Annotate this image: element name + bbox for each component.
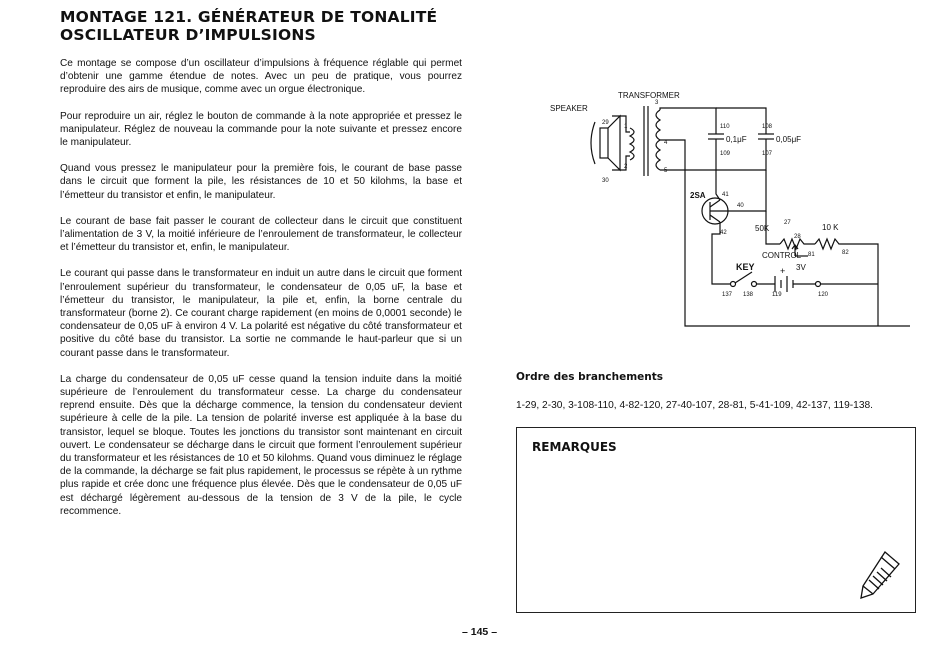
page-title — [60, 8, 490, 44]
node-107: 107 — [762, 151, 773, 157]
connection-order-list: 1-29, 2-30, 3-108-110, 4-82-120, 27-40-107, 28-81, 5-41-109, 42-137, 119-138. — [516, 400, 873, 411]
title-line-1: MONTAGE 121. GÉNÉRATEUR DE TONALITÉ — [60, 8, 438, 26]
capacitor-1-label: 0,1μF — [726, 135, 747, 144]
connection-order-title: Ordre des branchements — [516, 371, 663, 383]
node-29: 29 — [602, 120, 609, 126]
voltage-label: 3V — [796, 263, 806, 272]
node-1: 1 — [624, 124, 628, 130]
paragraph: La charge du condensateur de 0,05 uF cesse quand la tension induite dans la moitié supérieure de l’enroulement du transformateur cesse. La charge du condensateur reprend ensuite. Dès que la décharge commence, la tension du condensateur devient supérieure à celle de la pile. La tension de polarité inverse est appliquée à la base du transistor, lequel se bloque. Toutes les jonctions du transistor sont maintenant en circuit ouvert. Le condensateur se décharge dans le circuit que forment l’enroulement supérieur du transformateur et les résistances de 10 et 50 kilohms. Quand vous diminuez le réglage de la commande, la décharge se fait plus rapidement, le processus se répète à un rythme plus rapide et crée donc une fréquence plus élevée. Dès que le condensateur de 0,05 uF est déchargé légèrement au-dessous de la tension de 3 V de la pile, le cycle recommence. — [60, 373, 462, 517]
node-108: 108 — [762, 124, 773, 130]
control-label: CONTROL — [762, 251, 802, 260]
paragraph: Pour reproduire un air, réglez le bouton de commande à la note appropriée et pressez le manipulateur. Réglez de nouveau la commande pour la note suivante et pressez encore le manipulateur. — [60, 110, 462, 149]
paragraph: Quand vous pressez le manipulateur pour la première fois, le courant de base passe dans le circuit que forment la pile, les résistances de 10 et 50 kilohms, la base et l’émetteur du transistor et enfin, le manipulateur. — [60, 163, 462, 201]
resistor-50k-label: 50K — [755, 224, 770, 233]
node-27: 27 — [784, 220, 791, 226]
pencil-icon — [855, 548, 903, 604]
node-42: 42 — [720, 230, 727, 236]
circuit-diagram — [540, 86, 910, 336]
remarks-box — [516, 427, 916, 613]
node-120: 120 — [818, 292, 829, 298]
node-81: 81 — [808, 252, 815, 258]
title-line-2: OSCILLATEUR D’IMPULSIONS — [60, 26, 316, 44]
remarks-title: REMARQUES — [532, 440, 617, 454]
page-number: – 145 – — [462, 626, 498, 638]
node-82: 82 — [842, 250, 849, 256]
key-label: KEY — [736, 262, 755, 272]
node-41: 41 — [722, 192, 729, 198]
capacitor-2-label: 0,05μF — [776, 135, 802, 144]
node-40: 40 — [737, 203, 744, 209]
paragraph: Le courant qui passe dans le transformateur en induit un autre dans le circuit que forment l’enroulement supérieur du transformateur, le condensateur de 0,05 uF, la base et l’émetteur du transistor, le manipulateur, la pile et, enfin, la borne centrale du transformateur (borne 2). Ce courant charge rapidement (en moins de 0,0001 seconde) le condensateur de 0,05 uF à environ 4 V. La polarité est négative du côté transformateur et positive du côté base du transistor. La sortie ne commande le haut-parleur que si un courant passe dans le transformateur. — [60, 268, 462, 359]
paragraph: Ce montage se compose d’un oscillateur d’impulsions à fréquence réglable qui permet d’obtenir une gamme étendue de notes. Avec un peu de pratique, vous pourrez reproduire des airs de musique, comme avec un orgue électronique. — [60, 58, 462, 96]
node-5: 5 — [664, 168, 668, 174]
transformer-label: TRANSFORMER — [618, 91, 680, 100]
node-30: 30 — [602, 178, 609, 184]
battery-plus: + — [780, 266, 786, 276]
node-3: 3 — [655, 100, 659, 106]
body-text — [60, 57, 462, 531]
node-28: 28 — [794, 234, 801, 240]
node-138: 138 — [743, 292, 754, 298]
node-137: 137 — [722, 292, 733, 298]
node-119: 119 — [772, 292, 782, 298]
paragraph: Le courant de base fait passer le courant de collecteur dans le circuit que constituent l’alimentation de 3 V, la moitié inférieure de l’enroulement de transformateur, le collecteur et l’émetteur du transistor et, enfin, le manipulateur. — [60, 215, 462, 254]
node-4: 4 — [664, 140, 668, 146]
node-2: 2 — [624, 164, 628, 170]
node-110: 110 — [720, 124, 730, 130]
transistor-label: 2SA — [690, 191, 706, 200]
resistor-10k-label: 10 K — [822, 223, 839, 232]
node-109: 109 — [720, 151, 731, 157]
speaker-label: SPEAKER — [550, 104, 588, 113]
